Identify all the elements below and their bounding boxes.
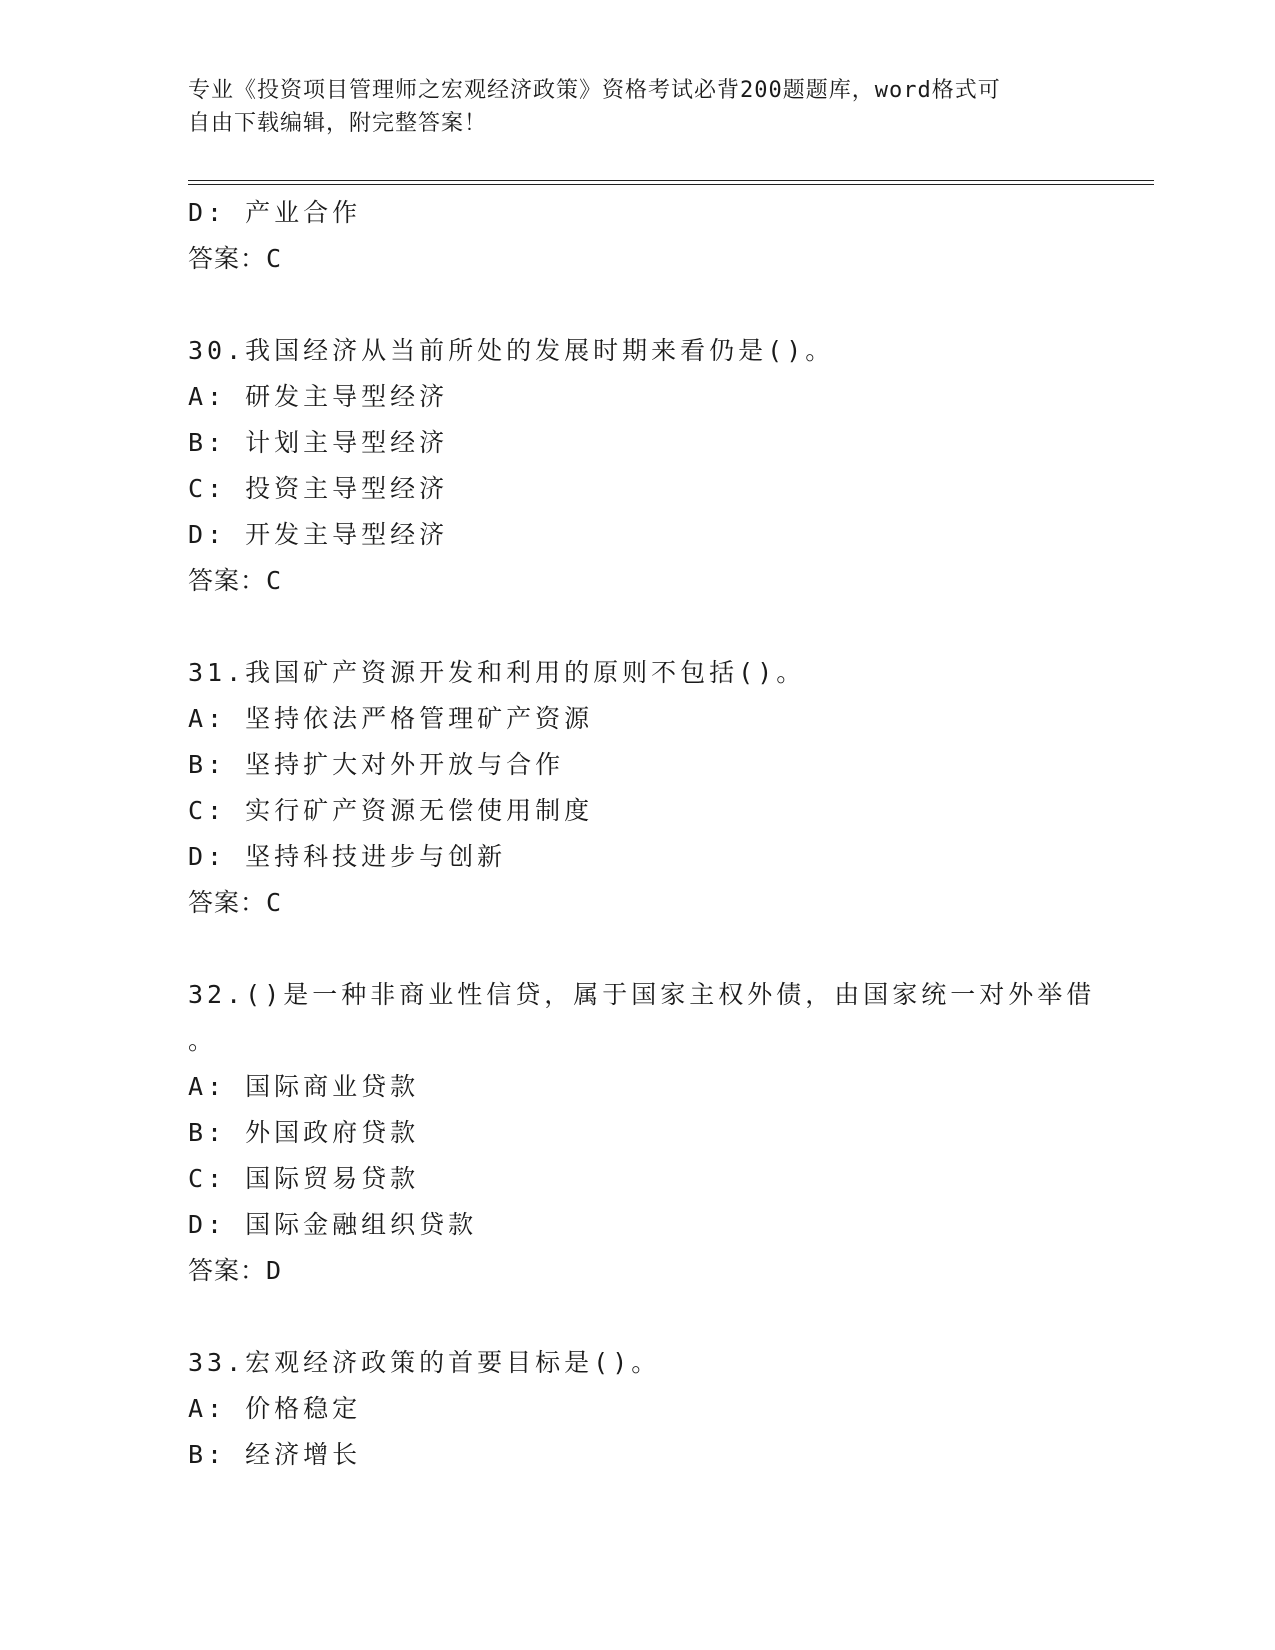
answer-label: 答案：: [188, 1256, 267, 1285]
question-stem: 31.我国矿产资源开发和利用的原则不包括()。: [188, 658, 806, 687]
option-c: C: 国际贸易贷款: [188, 1164, 420, 1193]
answer-line: [188, 880, 1154, 926]
option-b: B: 坚持扩大对外开放与合作: [188, 750, 565, 779]
document-header: [188, 74, 1088, 140]
spacer: [188, 1294, 1154, 1340]
option-a: A: 国际商业贷款: [188, 1072, 420, 1101]
option-d: D: 国际金融组织贷款: [188, 1210, 478, 1239]
header-divider-bottom: [188, 184, 1154, 185]
option-b: B: 外国政府贷款: [188, 1118, 420, 1147]
option-c: C: 实行矿产资源无偿使用制度: [188, 796, 594, 825]
question-stem-continuation: 。: [188, 1026, 218, 1055]
header-line-2: 自由下载编辑，附完整答案！: [188, 111, 488, 136]
answer-line: [188, 558, 1154, 604]
spacer: [188, 604, 1154, 650]
question-31: [188, 650, 1154, 926]
spacer: [188, 926, 1154, 972]
option-a: A: 价格稳定: [188, 1394, 362, 1423]
answer-value: C: [266, 566, 283, 595]
option-a: A: 研发主导型经济: [188, 382, 449, 411]
answer-value: C: [266, 888, 283, 917]
answer-label: 答案：: [188, 566, 267, 595]
question-stem: 32.()是一种非商业性信贷，属于国家主权外债，由国家统一对外举借: [188, 980, 1096, 1009]
option-d: D: 开发主导型经济: [188, 520, 449, 549]
option-d: D: 产业合作: [188, 198, 362, 227]
question-stem: 30.我国经济从当前所处的发展时期来看仍是()。: [188, 336, 835, 365]
question-33: [188, 1340, 1154, 1478]
question-30: [188, 328, 1154, 604]
header-divider-top: [188, 180, 1154, 181]
spacer: [188, 282, 1154, 328]
option-b: B: 计划主导型经济: [188, 428, 449, 457]
question-32: [188, 972, 1154, 1294]
header-line-1: 专业《投资项目管理师之宏观经济政策》资格考试必背200题题库，word格式可: [188, 78, 1001, 103]
answer-line: [188, 236, 1154, 282]
answer-label: 答案：: [188, 244, 267, 273]
option-d: D: 坚持科技进步与创新: [188, 842, 507, 871]
answer-label: 答案：: [188, 888, 267, 917]
question-stem: 33.宏观经济政策的首要目标是()。: [188, 1348, 661, 1377]
question-list: [188, 190, 1154, 1478]
answer-value: D: [266, 1256, 283, 1285]
option-c: C: 投资主导型经济: [188, 474, 449, 503]
answer-value: C: [266, 244, 283, 273]
option-b: B: 经济增长: [188, 1440, 362, 1469]
option-a: A: 坚持依法严格管理矿产资源: [188, 704, 594, 733]
answer-line: [188, 1248, 1154, 1294]
